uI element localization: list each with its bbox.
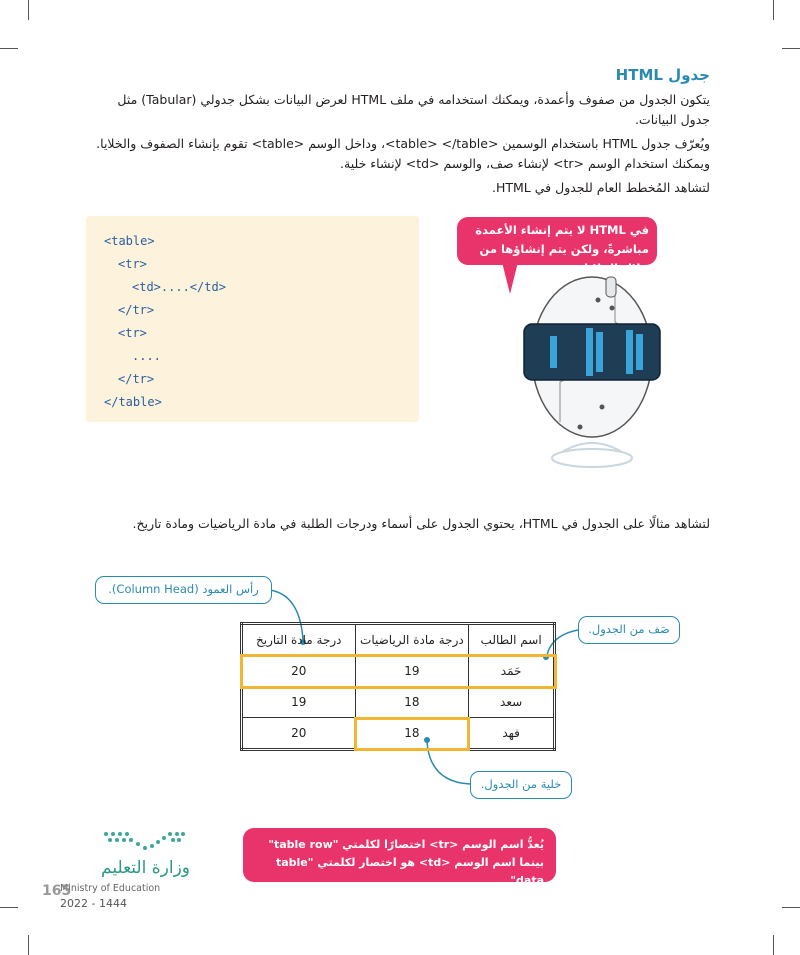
- column-head: درجة مادة التاريخ: [242, 624, 356, 656]
- table-cell: 20: [242, 656, 356, 687]
- code-line: ....: [132, 349, 161, 363]
- ministry-name-en: Ministry of Education: [60, 883, 161, 894]
- ministry-name-ar: وزارة التعليم: [101, 858, 190, 878]
- table-cell: 20: [242, 718, 356, 750]
- table-cell: فهد: [469, 718, 555, 750]
- section-title: جدول HTML: [615, 66, 710, 84]
- note-text: يُعدُّ اسم الوسم <tr> اختصارًا لكلمتي "table row" بينما اسم الوسم <td> هو اختصار لكلمتي "table data".: [268, 838, 544, 887]
- code-line: </tr>: [118, 303, 155, 317]
- paragraph-definition: ويُعرّف جدول HTML باستخدام الوسمين <table> </table>، وداخل الوسم <table> تقوم بإنشاء الصفوف والخلايا. ويمكنك استخدام الوسم <tr> لإنشاء صف، والوسم <td> لإنشاء خلية.: [96, 136, 710, 171]
- column-head: درجة مادة الرياضيات: [355, 624, 469, 656]
- table-cell: 19: [355, 656, 469, 687]
- paragraph-schema: لتشاهد المُخطط العام للجدول في HTML.: [492, 180, 710, 195]
- table-header-row: [242, 624, 555, 656]
- table-cell: 18: [355, 718, 469, 750]
- column-head: اسم الطالب: [469, 624, 555, 656]
- code-line: </tr>: [118, 372, 155, 386]
- page-number: 165: [42, 883, 72, 899]
- ministry-logo-icon: [98, 828, 188, 858]
- callout-column-head: رأس العمود (Column Head).: [95, 576, 272, 604]
- table-row: [242, 656, 555, 687]
- example-intro: لتشاهد مثالًا على الجدول في HTML، يحتوي الجدول على أسماء ودرجات الطلبة في مادة الرياضيات ومادة تاريخ.: [132, 516, 710, 531]
- table-row: [242, 687, 555, 718]
- code-line: <tr>: [118, 257, 147, 271]
- table-cell: حَمَد: [469, 656, 555, 687]
- table-cell: سعد: [469, 687, 555, 718]
- code-line: <td>....</td>: [132, 280, 226, 294]
- callout-table-cell: خلية من الجدول.: [470, 771, 572, 799]
- code-line: <table>: [104, 234, 155, 248]
- robot-bubble-text: في HTML لا يتم إنشاء الأعمدة مباشرةً، ولكن يتم إنشاؤها من خلال الخلايا.: [475, 223, 649, 275]
- table-cell: 19: [242, 687, 356, 718]
- code-line: </table>: [104, 395, 162, 409]
- code-line: <tr>: [118, 326, 147, 340]
- edition-year: 2022 - 1444: [60, 897, 127, 910]
- callout-table-row: صَف من الجدول.: [578, 616, 680, 644]
- paragraph-intro: يتكون الجدول من صفوف وأعمدة، ويمكنك استخدامه في ملف HTML لعرض البيانات بشكل جدولي (Tabular) مثل جدول البيانات.: [117, 92, 710, 127]
- table-row: [242, 718, 555, 750]
- note-box: [243, 828, 556, 887]
- table-cell: 18: [355, 687, 469, 718]
- student-grades-table: [240, 622, 556, 751]
